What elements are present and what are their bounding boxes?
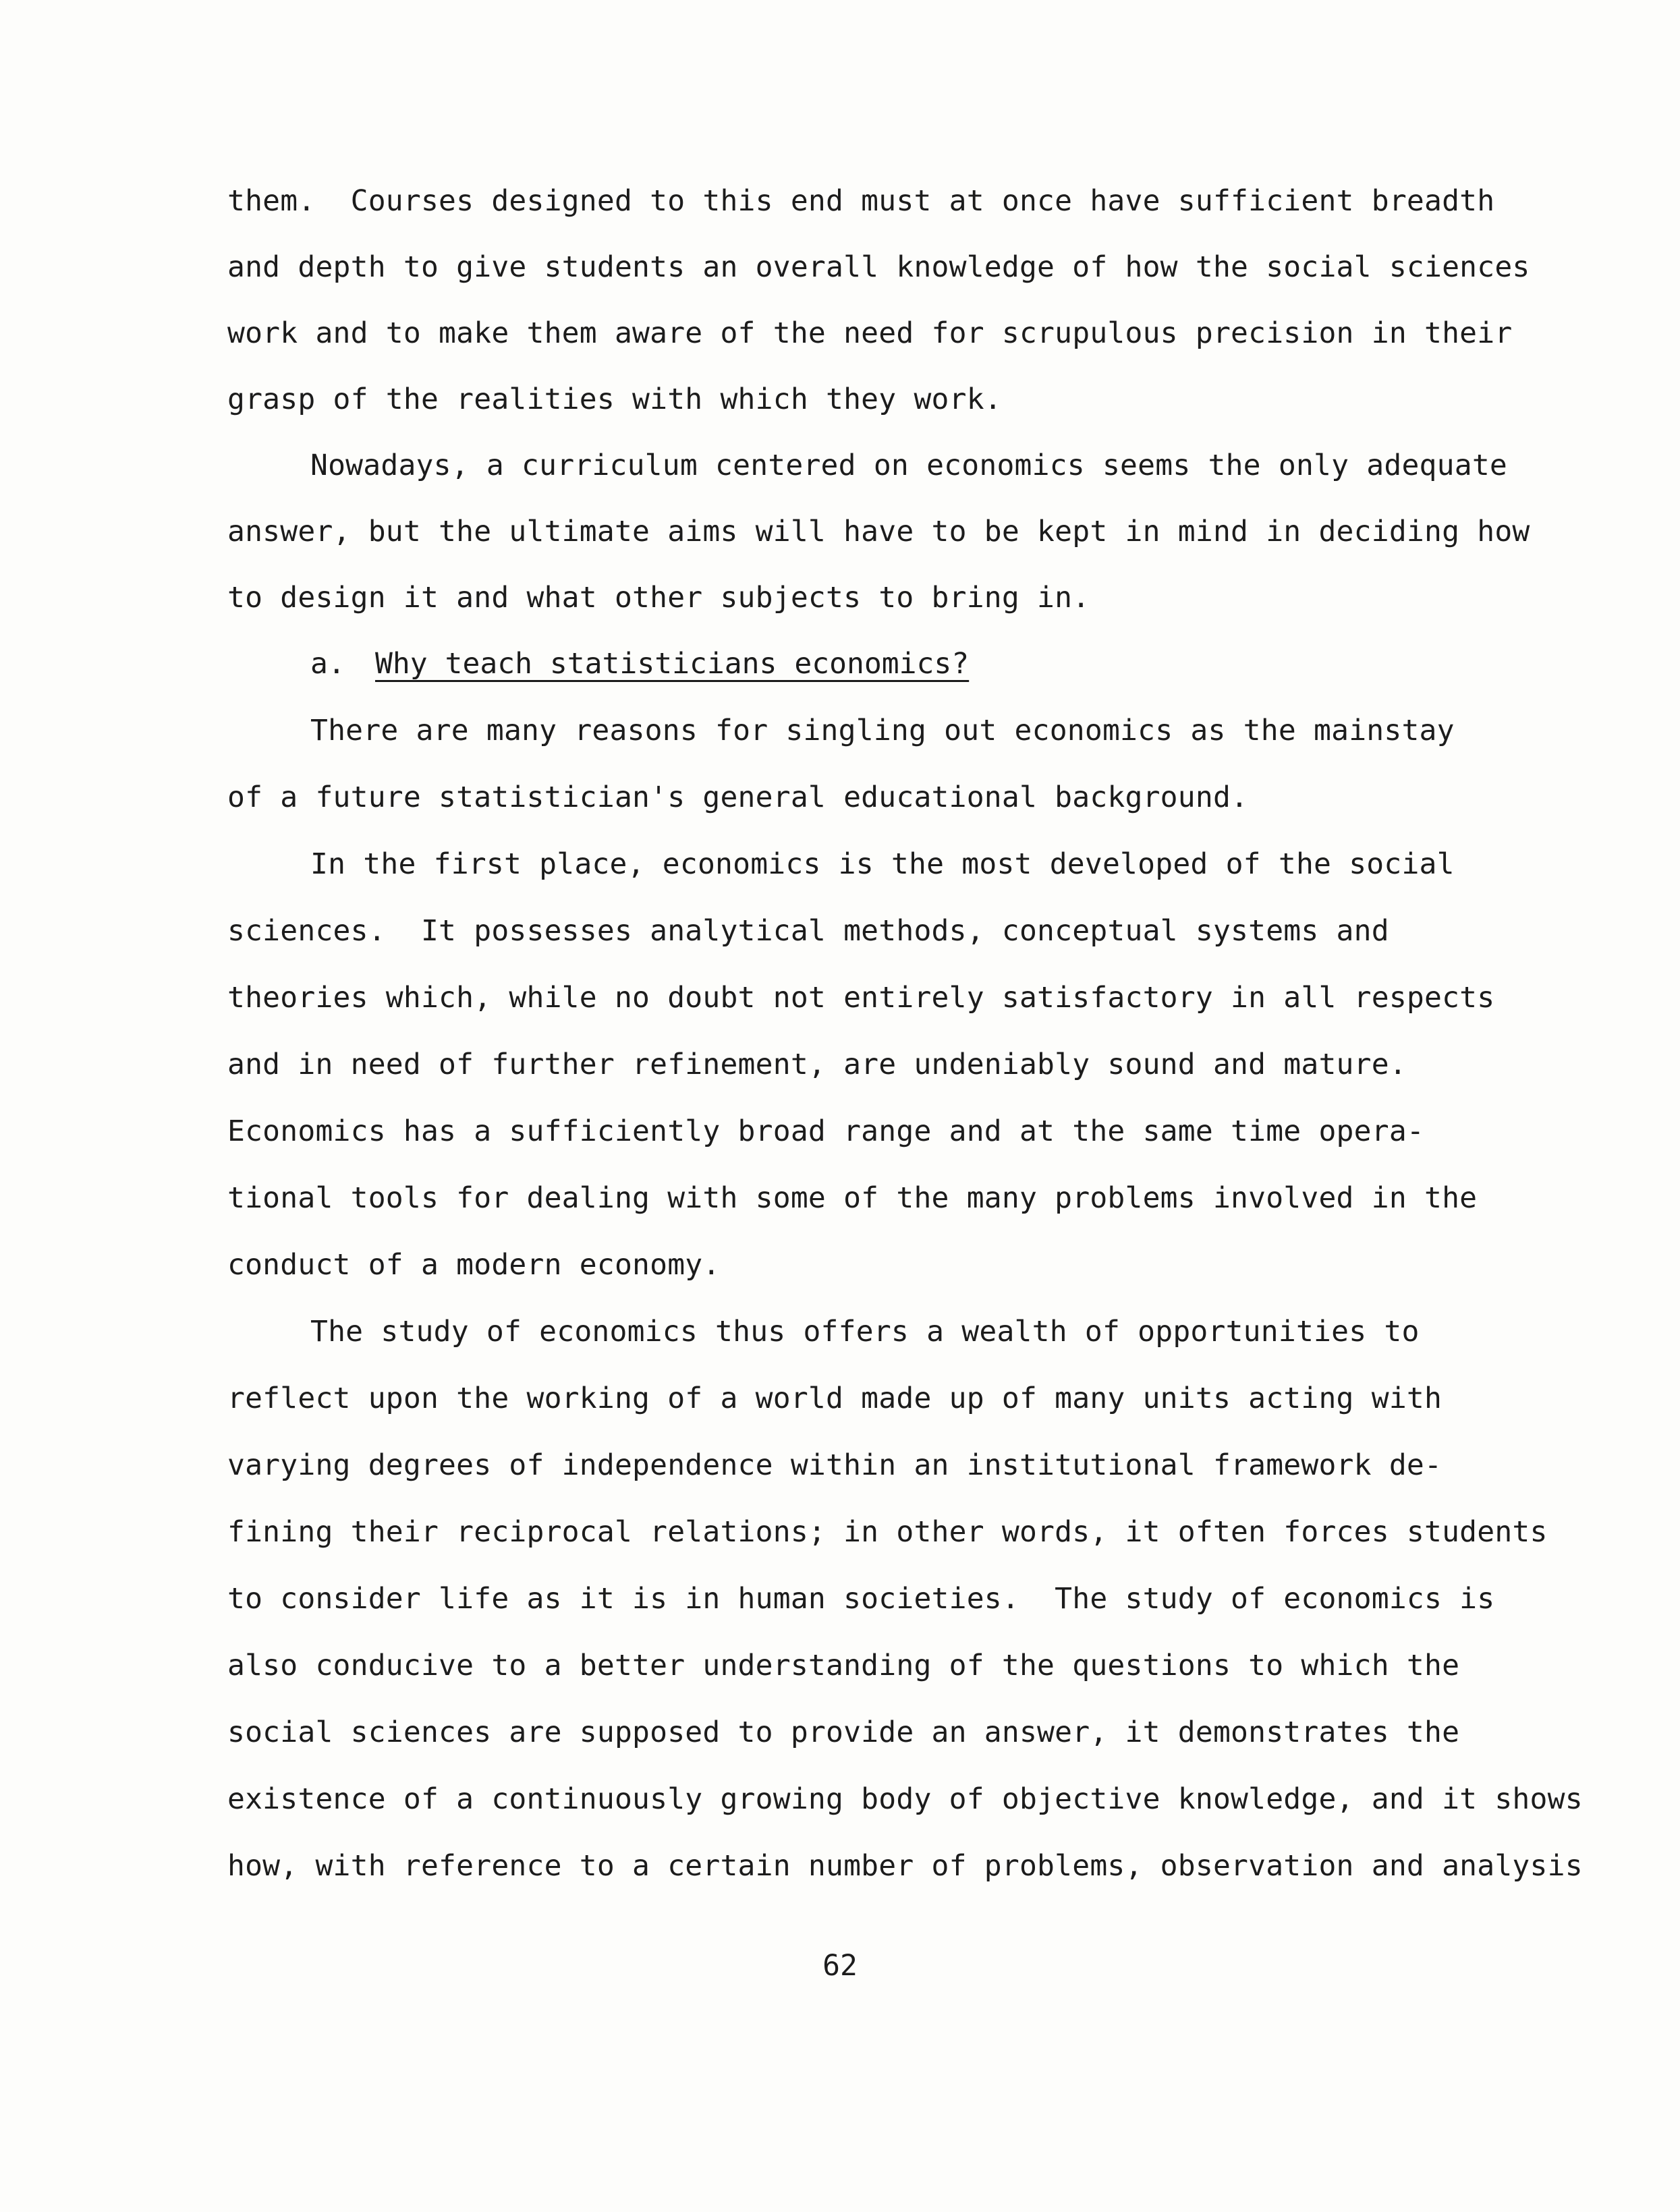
text-line: theories which, while no doubt not entirely satisfactory in all respects [227,981,1495,1015]
text-line: Nowadays, a curriculum centered on economics seems the only adequate [310,449,1507,482]
text-line: work and to make them aware of the need for scrupulous precision in their [227,316,1513,350]
text-line: In the first place, economics is the most developed of the social [310,847,1455,881]
text-line: and in need of further refinement, are undeniably sound and mature. [227,1048,1407,1081]
section-heading-letter: a. [310,647,345,681]
text-line: grasp of the realities with which they work. [227,382,1002,416]
text-line: reflect upon the working of a world made up of many units acting with [227,1382,1443,1415]
text-line: conduct of a modern economy. [227,1248,721,1282]
text-line: them. Courses designed to this end must at once have sufficient breadth [227,184,1495,218]
text-line: The study of economics thus offers a wealth of opportunities to [310,1315,1420,1349]
text-line: existence of a continuously growing body of objective knowledge, and it shows [227,1782,1583,1816]
text-line: answer, but the ultimate aims will have to be kept in mind in deciding how [227,515,1530,548]
text-line: sciences. It possesses analytical methods, conceptual systems and [227,914,1389,948]
text-line: how, with reference to a certain number of problems, observation and analysis [227,1849,1583,1883]
text-line: tional tools for dealing with some of the many problems involved in the [227,1181,1478,1215]
page-number: 62 [822,1949,858,1983]
text-line: social sciences are supposed to provide an answer, it demonstrates the [227,1715,1460,1749]
text-line: and depth to give students an overall knowledge of how the social sciences [227,250,1530,284]
text-line: varying degrees of independence within an institutional framework de- [227,1448,1443,1482]
section-heading: Why teach statisticians economics? [375,647,970,681]
text-line: There are many reasons for singling out economics as the mainstay [310,714,1455,747]
text-line: to consider life as it is in human societies. The study of economics is [227,1582,1495,1616]
text-line: Economics has a sufficiently broad range and at the same time opera- [227,1114,1424,1148]
text-line: fining their reciprocal relations; in other words, it often forces students [227,1515,1548,1549]
text-line: of a future statistician's general educational background. [227,781,1249,814]
text-line: also conducive to a better understanding of the questions to which the [227,1649,1460,1682]
text-line: to design it and what other subjects to bring in. [227,581,1090,615]
